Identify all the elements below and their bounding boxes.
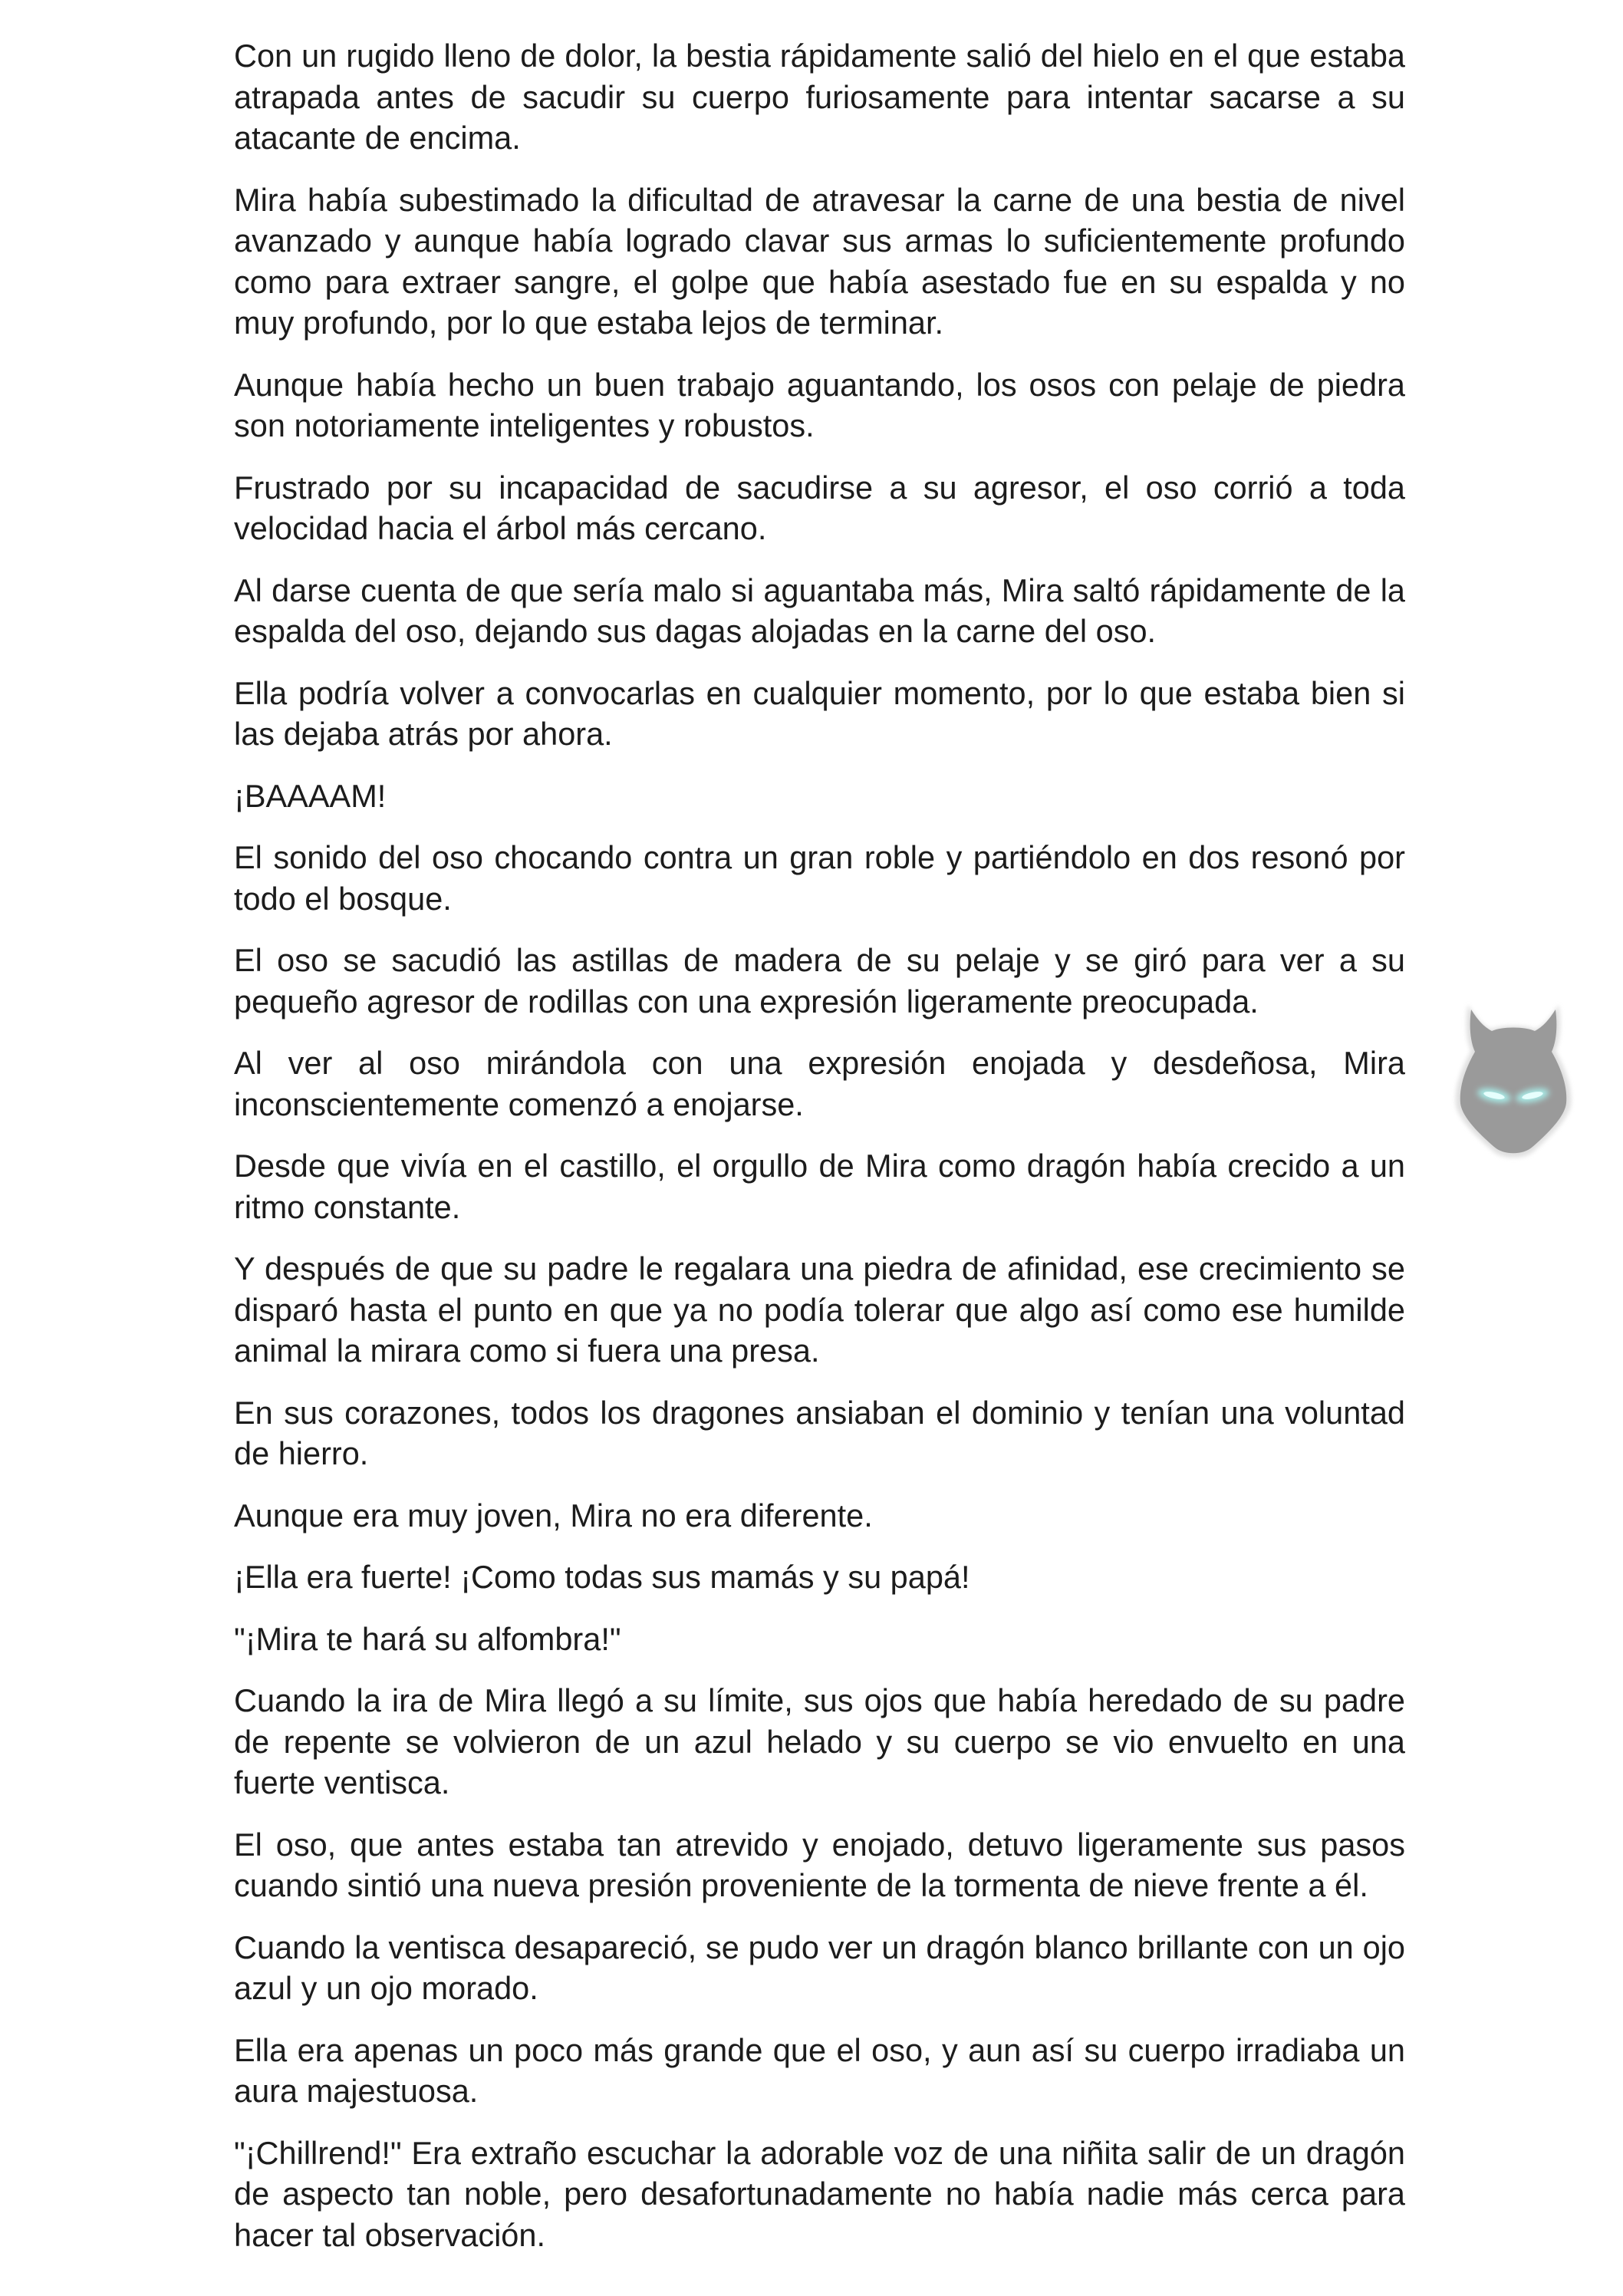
paragraph: El oso, que antes estaba tan atrevido y enojado, detuvo ligeramente sus pasos cuando sintió una nueva presión proveniente de la tormenta de nieve frente a él. [234, 1826, 1405, 1903]
paragraph: Desde que vivía en el castillo, el orgullo de Mira como dragón había crecido a un ritmo constante. [234, 1148, 1405, 1225]
paragraph: ¡Ella era fuerte! ¡Como todas sus mamás y su papá! [234, 1559, 970, 1595]
paragraph: Al ver al oso mirándola con una expresión enojada y desdeñosa, Mira inconscientemente comenzó a enojarse. [234, 1045, 1405, 1122]
paragraph: ¡BAAAAM! [234, 777, 387, 814]
paragraph: Frustrado por su incapacidad de sacudirse a su agresor, el oso corrió a toda velocidad hacia el árbol más cercano. [234, 469, 1405, 546]
paragraph: "¡Chillrend!" Era extraño escuchar la adorable voz de una niñita salir de un dragón de aspecto tan noble, pero desafortunadamente no había nadie más cerca para hacer tal observación. [234, 2134, 1405, 2253]
demon-head-icon [1442, 997, 1585, 1166]
paragraph: En sus corazones, todos los dragones ansiaban el dominio y tenían una voluntad de hierro. [234, 1394, 1405, 1471]
paragraph: Ella podría volver a convocarlas en cualquier momento, por lo que estaba bien si las dejaba atrás por ahora. [234, 674, 1405, 752]
paragraph: Cuando la ira de Mira llegó a su límite, sus ojos que había heredado de su padre de repente se volvieron de un azul helado y su cuerpo se vio envuelto en una fuerte ventisca. [234, 1682, 1405, 1800]
body-text [234, 35, 1405, 2276]
paragraph: Y después de que su padre le regalara una piedra de afinidad, ese crecimiento se disparó hasta el punto en que ya no podía tolerar que algo así como ese humilde animal la mirara como si fuera una presa. [234, 1250, 1405, 1369]
paragraph: Con un rugido lleno de dolor, la bestia rápidamente salió del hielo en el que estaba atrapada antes de sacudir su cuerpo furiosamente para intentar sacarse a su atacante de encima. [234, 38, 1405, 156]
paragraph: Al darse cuenta de que sería malo si aguantaba más, Mira saltó rápidamente de la espalda del oso, dejando sus dagas alojadas en la carne del oso. [234, 572, 1405, 649]
paragraph: El sonido del oso chocando contra un gran roble y partiéndolo en dos resonó por todo el bosque. [234, 839, 1405, 917]
paragraph: Ella era apenas un poco más grande que el oso, y aun así su cuerpo irradiaba un aura majestuosa. [234, 2031, 1405, 2109]
paragraph: Aunque había hecho un buen trabajo aguantando, los osos con pelaje de piedra son notoriamente inteligentes y robustos. [234, 366, 1405, 443]
paragraph: Mira había subestimado la dificultad de atravesar la carne de una bestia de nivel avanzado y aunque había logrado clavar sus armas lo suficientemente profundo como para extraer sangre, el golpe que había asestado fue en su espalda y no muy profundo, por lo que estaba lejos de terminar. [234, 181, 1405, 341]
paragraph: Aunque era muy joven, Mira no era diferente. [234, 1497, 873, 1533]
paragraph: Cuando la ventisca desapareció, se pudo ver un dragón blanco brillante con un ojo azul y un ojo morado. [234, 1929, 1405, 2006]
paragraph: "¡Mira te hará su alfombra!" [234, 1620, 621, 1657]
paragraph: El oso se sacudió las astillas de madera de su pelaje y se giró para ver a su pequeño agresor de rodillas con una expresión ligeramente preocupada. [234, 942, 1405, 1020]
